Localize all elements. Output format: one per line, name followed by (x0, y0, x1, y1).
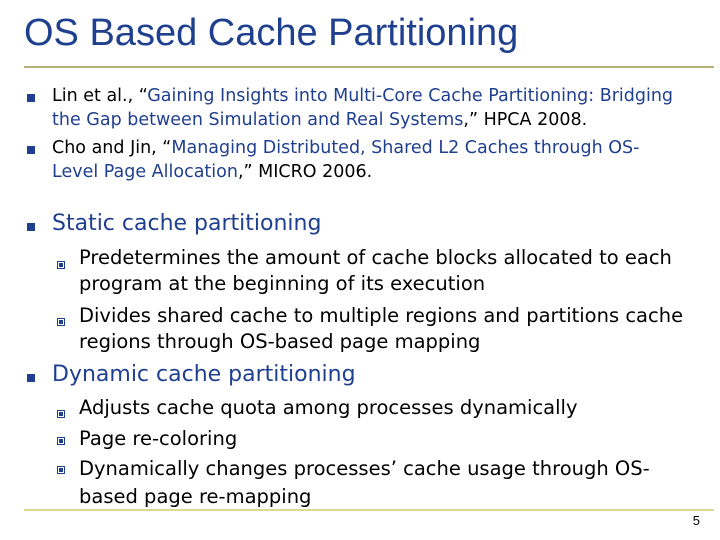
dynamic-item-3-line-2: based page re-mapping (79, 485, 312, 508)
static-item-2-line-1: Divides shared cache to multiple regions and partitions cache (79, 304, 684, 327)
sub-bullet-icon (57, 466, 65, 474)
dynamic-item-3-line-1: Dynamically changes processes’ cache usage through OS- (79, 457, 650, 480)
reference-1-title-cont: the Gap between Simulation and Real Systems (52, 110, 464, 130)
static-heading: Static cache partitioning (52, 211, 322, 236)
reference-2-venue: ,” MICRO 2006. (237, 162, 373, 182)
page-title: OS Based Cache Partitioning (24, 12, 519, 54)
sub-bullet-icon (57, 261, 65, 269)
reference-1-line-2 (52, 112, 587, 130)
bullet-square-icon (27, 94, 35, 102)
reference-2-title-cont: Level Page Allocation (52, 162, 238, 182)
reference-1-title: Gaining Insights into Multi-Core Cache Partitioning: Bridging (147, 86, 674, 106)
footer-rule (24, 509, 714, 511)
page-number: 5 (692, 513, 700, 528)
title-underline (24, 66, 714, 68)
bullet-square-icon (27, 374, 35, 382)
reference-1-venue: ,” HPCA 2008. (463, 110, 588, 130)
reference-2-title: Managing Distributed, Shared L2 Caches through OS- (171, 138, 640, 158)
sub-bullet-icon (57, 437, 65, 445)
static-item-1-line-2: program at the beginning of its execution (79, 272, 486, 295)
reference-2-line-2 (52, 164, 372, 182)
bullet-square-icon (27, 223, 35, 231)
dynamic-heading: Dynamic cache partitioning (52, 362, 356, 387)
static-item-2-line-2: regions through OS-based page mapping (79, 330, 481, 353)
sub-bullet-icon (57, 410, 65, 418)
static-item-1-line-1: Predetermines the amount of cache blocks allocated to each (79, 246, 672, 269)
reference-2-authors: Cho and Jin, “ (52, 138, 172, 158)
reference-1-line-1 (52, 88, 673, 106)
reference-1-authors: Lin et al., “ (52, 86, 148, 106)
dynamic-item-1: Adjusts cache quota among processes dynamically (79, 396, 578, 419)
dynamic-item-2: Page re-coloring (79, 427, 238, 450)
reference-2-line-1 (52, 140, 639, 158)
bullet-square-icon (27, 146, 35, 154)
sub-bullet-icon (57, 318, 65, 326)
